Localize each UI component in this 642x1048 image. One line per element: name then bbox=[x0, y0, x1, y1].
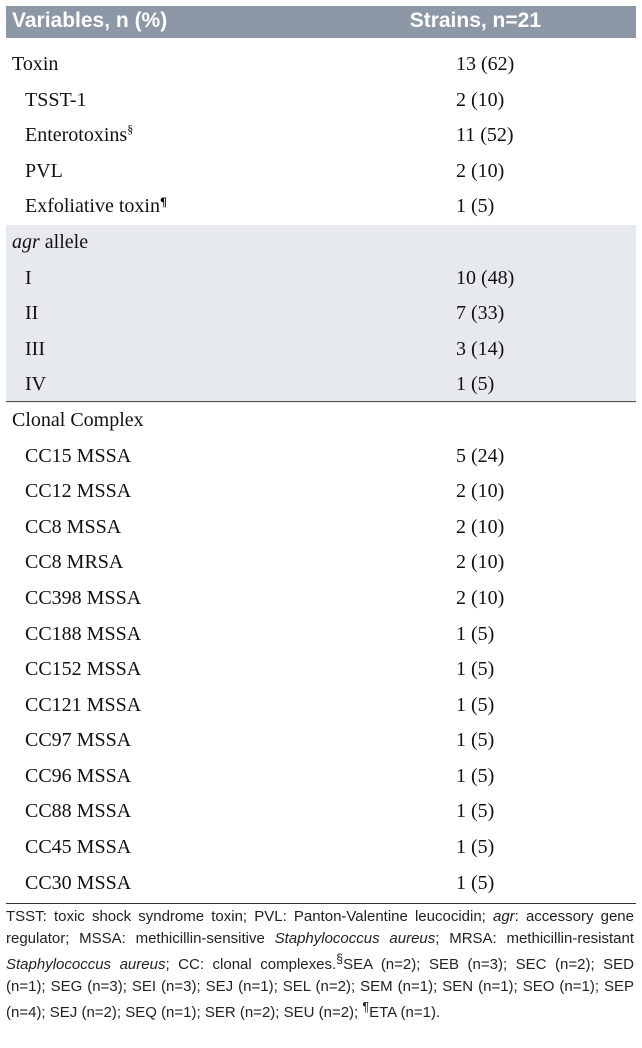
section-divider bbox=[6, 401, 636, 402]
row-label: Clonal Complex bbox=[12, 408, 144, 431]
table-row-agr bbox=[6, 225, 636, 261]
row-value: 10 (48) bbox=[456, 266, 515, 289]
row-label: CC188 MSSA bbox=[25, 622, 142, 645]
row-value: 1 (5) bbox=[456, 658, 495, 681]
row-label: CC12 MSSA bbox=[25, 480, 132, 503]
row-value: 11 (52) bbox=[456, 124, 514, 147]
row-value: 2 (10) bbox=[456, 586, 505, 609]
row-label: III bbox=[25, 337, 45, 360]
row-label: CC97 MSSA bbox=[25, 729, 132, 752]
row-label: CC152 MSSA bbox=[25, 658, 142, 681]
table-footnote bbox=[6, 906, 634, 1024]
table-bottom-rule bbox=[6, 903, 636, 904]
table-row bbox=[6, 866, 636, 902]
footnote-text: ; CC: clonal complexes. bbox=[165, 956, 337, 973]
row-label: Enterotoxins bbox=[25, 124, 128, 147]
table-row bbox=[6, 367, 636, 403]
table-row bbox=[6, 830, 636, 866]
row-label: TSST-1 bbox=[25, 88, 87, 111]
row-label: CC8 MSSA bbox=[25, 515, 122, 538]
footnote-italic: agr bbox=[492, 908, 515, 925]
table-row-clonal-complex bbox=[6, 403, 636, 439]
row-label: CC30 MSSA bbox=[25, 871, 132, 894]
table-row bbox=[6, 189, 636, 225]
table-row bbox=[6, 154, 636, 190]
agr-italic: agr bbox=[12, 230, 40, 253]
footnote-marker: § bbox=[336, 952, 344, 966]
table-row-toxin bbox=[6, 47, 636, 83]
row-label: CC15 MSSA bbox=[25, 444, 132, 467]
table-row bbox=[6, 794, 636, 830]
row-label: PVL bbox=[25, 159, 63, 182]
row-value: 2 (10) bbox=[456, 515, 505, 538]
row-label: CC45 MSSA bbox=[25, 836, 132, 859]
row-label-wrap bbox=[12, 225, 88, 261]
row-value: 2 (10) bbox=[456, 551, 505, 574]
row-value: 2 (10) bbox=[456, 480, 505, 503]
table-row bbox=[6, 332, 636, 368]
footnote-text: : accessory gene regulator; MSSA: methicillin-sensitive bbox=[6, 908, 634, 947]
footnote-text: SEA (n=2); SEB (n=3); SEC (n=2); SED (n=1); SEG (n=3); SEI (n=3); SEJ (n=1); SEL (n=2); SEM (n=1); SEN (n=1); SEO (n=1); SEP (n=4); SEJ (n=2); SEQ (n=1); SER (n=2); SEU (n=2); bbox=[6, 956, 635, 1021]
row-value: 2 (10) bbox=[456, 88, 505, 111]
table-row bbox=[6, 688, 636, 724]
row-value: 1 (5) bbox=[456, 693, 495, 716]
row-value: 1 (5) bbox=[456, 195, 495, 218]
row-value: 7 (33) bbox=[456, 302, 505, 325]
table-row bbox=[6, 581, 636, 617]
table-row bbox=[6, 261, 636, 297]
footnote-italic: Staphylococcus aureus bbox=[6, 956, 166, 973]
row-label: I bbox=[25, 266, 32, 289]
footnote-marker: § bbox=[127, 122, 134, 137]
agr-section bbox=[6, 225, 636, 403]
table-row bbox=[6, 617, 636, 653]
row-value: 1 (5) bbox=[456, 729, 495, 752]
table-row bbox=[6, 83, 636, 119]
footnote-text: TSST: toxic shock syndrome toxin; PVL: Panton-Valentine leucocidin; bbox=[6, 908, 493, 925]
table-header bbox=[6, 6, 636, 38]
table-row bbox=[6, 439, 636, 475]
footnote-text: ; MRSA: methicillin-resistant bbox=[435, 929, 635, 947]
row-label: CC121 MSSA bbox=[25, 693, 142, 716]
row-value: 1 (5) bbox=[456, 836, 495, 859]
row-value: 1 (5) bbox=[456, 373, 495, 396]
row-label: II bbox=[25, 302, 39, 325]
footnote-text: ETA (n=1). bbox=[369, 1004, 441, 1021]
footnote-marker: ¶ bbox=[159, 194, 168, 210]
row-value: 13 (62) bbox=[456, 53, 515, 75]
row-value: 5 (24) bbox=[456, 444, 505, 467]
row-label: CC88 MSSA bbox=[25, 800, 132, 823]
table-row bbox=[6, 118, 636, 154]
row-label: CC8 MRSA bbox=[25, 551, 124, 574]
row-label-wrap bbox=[25, 118, 133, 154]
table-row bbox=[6, 545, 636, 581]
footnote-marker: ¶ bbox=[362, 1000, 370, 1014]
footnote-italic: Staphylococcus aureus bbox=[274, 929, 436, 947]
row-label: Toxin bbox=[12, 53, 59, 75]
row-value: 1 (5) bbox=[456, 764, 495, 787]
table-row bbox=[6, 296, 636, 332]
table-row bbox=[6, 759, 636, 795]
row-value: 1 (5) bbox=[456, 871, 495, 894]
row-label: CC398 MSSA bbox=[25, 586, 142, 609]
row-label: allele bbox=[39, 230, 89, 253]
table-row bbox=[6, 723, 636, 759]
row-value: 3 (14) bbox=[456, 337, 505, 360]
row-value: 1 (5) bbox=[456, 800, 495, 823]
row-label: Exfoliative toxin bbox=[25, 195, 160, 218]
data-table bbox=[6, 47, 636, 901]
row-value: 2 (10) bbox=[456, 159, 505, 182]
header-strains: Strains, n=21 bbox=[409, 9, 541, 32]
row-label-wrap bbox=[25, 189, 167, 225]
table-row bbox=[6, 474, 636, 510]
table-row bbox=[6, 652, 636, 688]
row-label: CC96 MSSA bbox=[25, 764, 132, 787]
row-value: 1 (5) bbox=[456, 622, 495, 645]
table-row bbox=[6, 510, 636, 546]
header-variables: Variables, n (%) bbox=[12, 9, 168, 32]
row-label: IV bbox=[25, 373, 47, 396]
